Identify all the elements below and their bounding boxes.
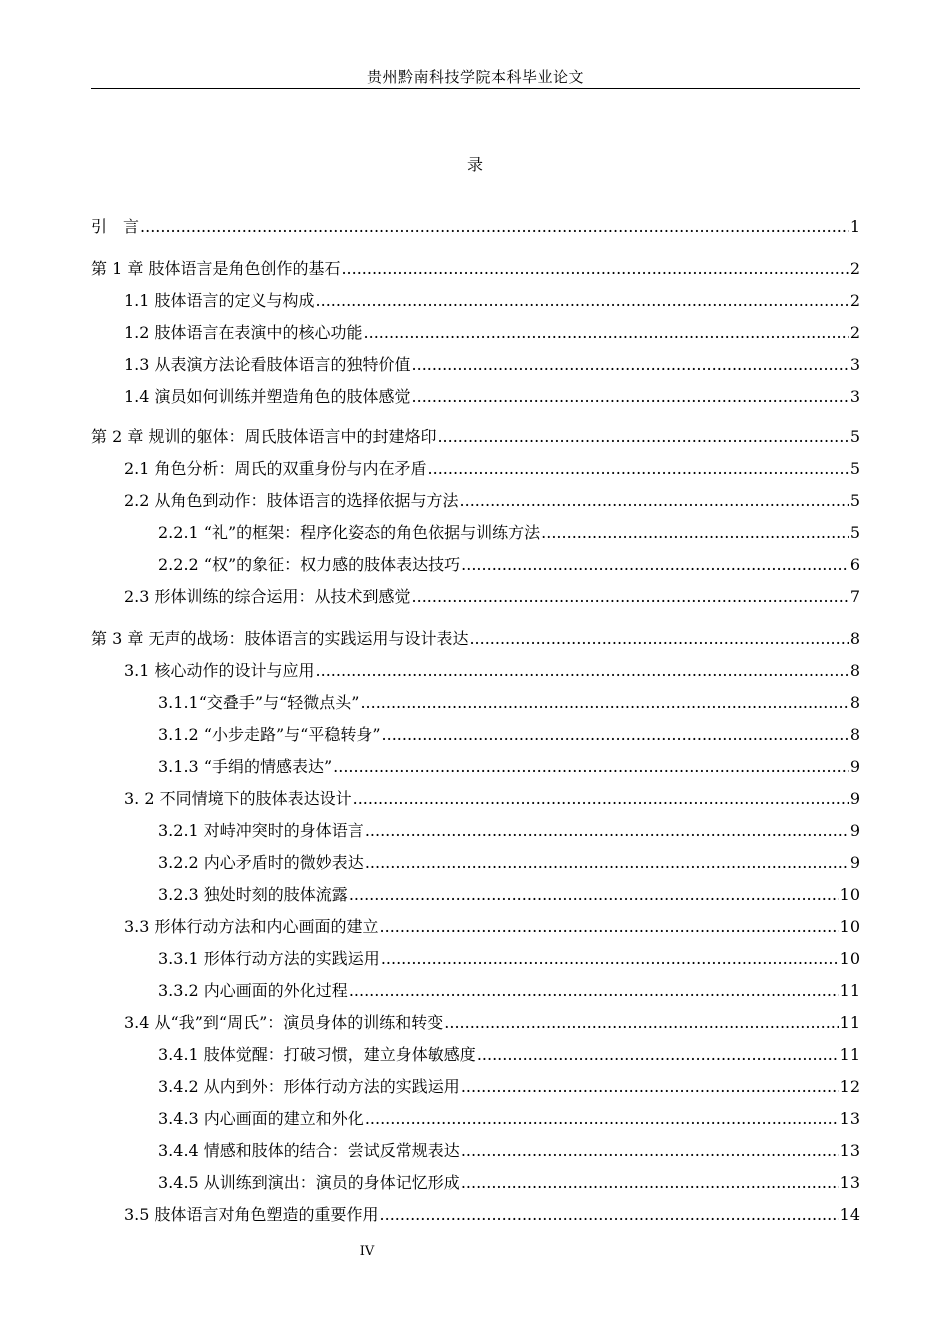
dot-leader (353, 788, 849, 810)
dot-leader (364, 322, 849, 344)
toc-entry[interactable] (91, 1076, 860, 1098)
toc-entry-label: 第 3 章 无声的战场：肢体语言的实践运用与设计表达 (91, 629, 469, 648)
toc-entry-page: 3 (849, 387, 860, 406)
dot-leader (365, 852, 849, 874)
toc-entry-page: 13 (839, 1141, 860, 1160)
toc-entry[interactable] (91, 884, 860, 906)
dot-leader (437, 426, 848, 448)
header-rule (91, 88, 860, 89)
dot-leader (412, 586, 849, 608)
toc-entry-page: 2 (849, 259, 860, 278)
toc-entry-page: 14 (839, 1205, 860, 1224)
toc-entry-page: 5 (849, 491, 860, 510)
dot-leader (380, 1204, 839, 1226)
toc-entry-page: 10 (839, 917, 860, 936)
toc-entry-label: 第 1 章 肢体语言是角色创作的基石 (91, 259, 341, 278)
toc-entry[interactable] (91, 692, 860, 714)
toc-entry-label: 3.3.2 内心画面的外化过程 (158, 981, 348, 1000)
toc-entry-page: 11 (839, 1045, 860, 1064)
page-number: IV (359, 1244, 375, 1259)
toc-entry[interactable] (91, 586, 860, 608)
toc-entry[interactable] (91, 1204, 860, 1226)
toc-entry[interactable] (91, 426, 860, 448)
toc-entry[interactable] (91, 660, 860, 682)
toc-entry-page: 8 (849, 725, 860, 744)
toc-entry-label: 3.1.1“交叠手”与“轻微点头” (158, 693, 360, 712)
toc-entry-label: 3.4.5 从训练到演出：演员的身体记忆形成 (158, 1173, 460, 1192)
toc-entry[interactable] (91, 1108, 860, 1130)
toc-entry[interactable] (91, 1044, 860, 1066)
dot-leader (412, 386, 849, 408)
toc-entry[interactable] (91, 522, 860, 544)
dot-leader (469, 628, 848, 650)
dot-leader (412, 354, 849, 376)
dot-leader (461, 1140, 839, 1162)
dot-leader (380, 916, 839, 938)
toc-entry-page: 2 (849, 323, 860, 342)
toc-entry[interactable] (91, 290, 860, 312)
toc-entry-page: 9 (849, 821, 860, 840)
dot-leader (461, 554, 849, 576)
toc-entry-label: 3.2.1 对峙冲突时的身体语言 (158, 821, 364, 840)
toc-entry-page: 2 (849, 291, 860, 310)
dot-leader (333, 756, 849, 778)
dot-leader (349, 980, 839, 1002)
dot-leader (477, 1044, 839, 1066)
toc-entry-page: 10 (839, 949, 860, 968)
toc-entry-page: 9 (849, 789, 860, 808)
toc-entry-page: 7 (849, 587, 860, 606)
toc-entry-page: 12 (839, 1077, 860, 1096)
dot-leader (341, 258, 848, 280)
toc-entry-label: 3.1.3 “手绢的情感表达” (158, 757, 333, 776)
toc-entry-label: 3.4.3 内心画面的建立和外化 (158, 1109, 364, 1128)
toc-entry-label: 3.1 核心动作的设计与应用 (124, 661, 315, 680)
toc-entry-label: 3.2.2 内心矛盾时的微妙表达 (158, 853, 364, 872)
toc-entry-label: 3.4.1 肢体觉醒：打破习惯，建立身体敏感度 (158, 1045, 476, 1064)
dot-leader (365, 820, 849, 842)
toc-entry[interactable] (91, 628, 860, 650)
toc-entry-label: 引 言 (91, 217, 140, 236)
toc-entry-label: 1.1 肢体语言的定义与构成 (124, 291, 315, 310)
dot-leader (349, 884, 839, 906)
dot-leader (365, 1108, 839, 1130)
toc-entry-page: 13 (839, 1173, 860, 1192)
dot-leader (461, 1076, 839, 1098)
toc-entry[interactable] (91, 948, 860, 970)
toc-entry-label: 2.2.1 “礼”的框架：程序化姿态的角色依据与训练方法 (158, 523, 541, 542)
dot-leader (360, 692, 848, 714)
toc-entry-label: 2.3 形体训练的综合运用：从技术到感觉 (124, 587, 411, 606)
toc-entry-label: 3.4.2 从内到外：形体行动方法的实践运用 (158, 1077, 460, 1096)
toc-entry-label: 2.2 从角色到动作：肢体语言的选择依据与方法 (124, 491, 459, 510)
toc-entry-page: 6 (849, 555, 860, 574)
toc-entry-label: 3.5 肢体语言对角色塑造的重要作用 (124, 1205, 379, 1224)
toc-entry[interactable] (91, 386, 860, 408)
dot-leader (428, 458, 849, 480)
toc-entry[interactable] (91, 216, 860, 238)
toc-entry[interactable] (91, 980, 860, 1002)
toc-entry-label: 1.2 肢体语言在表演中的核心功能 (124, 323, 363, 342)
toc-entry-page: 8 (849, 661, 860, 680)
toc-title: 录 (466, 155, 483, 174)
toc-entry[interactable] (91, 1012, 860, 1034)
dot-leader (316, 290, 849, 312)
toc-entry-label: 3.2.3 独处时刻的肢体流露 (158, 885, 348, 904)
toc-entry-label: 1.3 从表演方法论看肢体语言的独特价值 (124, 355, 411, 374)
toc-entry-page: 8 (849, 629, 860, 648)
toc-entry[interactable] (91, 788, 860, 810)
toc-entry-page: 11 (839, 981, 860, 1000)
dot-leader (444, 1012, 838, 1034)
toc-entry[interactable] (91, 554, 860, 576)
toc-entry[interactable] (91, 724, 860, 746)
toc-entry-label: 3.4 从“我”到“周氏”：演员身体的训练和转变 (124, 1013, 444, 1032)
toc-entry-page: 9 (849, 757, 860, 776)
dot-leader (381, 948, 839, 970)
toc-entry[interactable] (91, 852, 860, 874)
toc-entry-label: 1.4 演员如何训练并塑造角色的肢体感觉 (124, 387, 411, 406)
toc-entry-label: 3.3 形体行动方法和内心画面的建立 (124, 917, 379, 936)
dot-leader (461, 1172, 839, 1194)
toc-entry-label: 3.1.2 “小步走路”与“平稳转身” (158, 725, 381, 744)
toc-entry[interactable] (91, 322, 860, 344)
toc-entry-label: 第 2 章 规训的躯体：周氏肢体语言中的封建烙印 (91, 427, 437, 446)
toc-entry-page: 11 (839, 1013, 860, 1032)
toc-entry-page: 13 (839, 1109, 860, 1128)
toc-entry-label: 2.1 角色分析：周氏的双重身份与内在矛盾 (124, 459, 427, 478)
toc-entry[interactable] (91, 916, 860, 938)
toc-entry-label: 3.4.4 情感和肢体的结合：尝试反常规表达 (158, 1141, 460, 1160)
toc-entry[interactable] (91, 1140, 860, 1162)
toc-entry-page: 10 (839, 885, 860, 904)
toc-entry[interactable] (91, 458, 860, 480)
toc-entry-page: 5 (849, 427, 860, 446)
toc-entry[interactable] (91, 820, 860, 842)
running-header: 贵州黔南科技学院本科毕业论文 (366, 68, 584, 86)
dot-leader (541, 522, 849, 544)
toc-entry-page: 5 (849, 459, 860, 478)
toc-entry[interactable] (91, 354, 860, 376)
toc-entry[interactable] (91, 1172, 860, 1194)
toc-entry-page: 1 (849, 217, 860, 236)
dot-leader (140, 216, 849, 238)
toc-entry-page: 3 (849, 355, 860, 374)
toc-entry-page: 8 (849, 693, 860, 712)
dot-leader (316, 660, 849, 682)
dot-leader (460, 490, 849, 512)
toc-entry[interactable] (91, 490, 860, 512)
toc-entry-page: 5 (849, 523, 860, 542)
toc-entry-label: 2.2.2 “权”的象征：权力感的肢体表达技巧 (158, 555, 461, 574)
toc-entry[interactable] (91, 756, 860, 778)
toc-entry[interactable] (91, 258, 860, 280)
toc-entry-label: 3.3.1 形体行动方法的实践运用 (158, 949, 380, 968)
toc-entry-label: 3. 2 不同情境下的肢体表达设计 (124, 789, 352, 808)
dot-leader (382, 724, 849, 746)
toc-entry-page: 9 (849, 853, 860, 872)
